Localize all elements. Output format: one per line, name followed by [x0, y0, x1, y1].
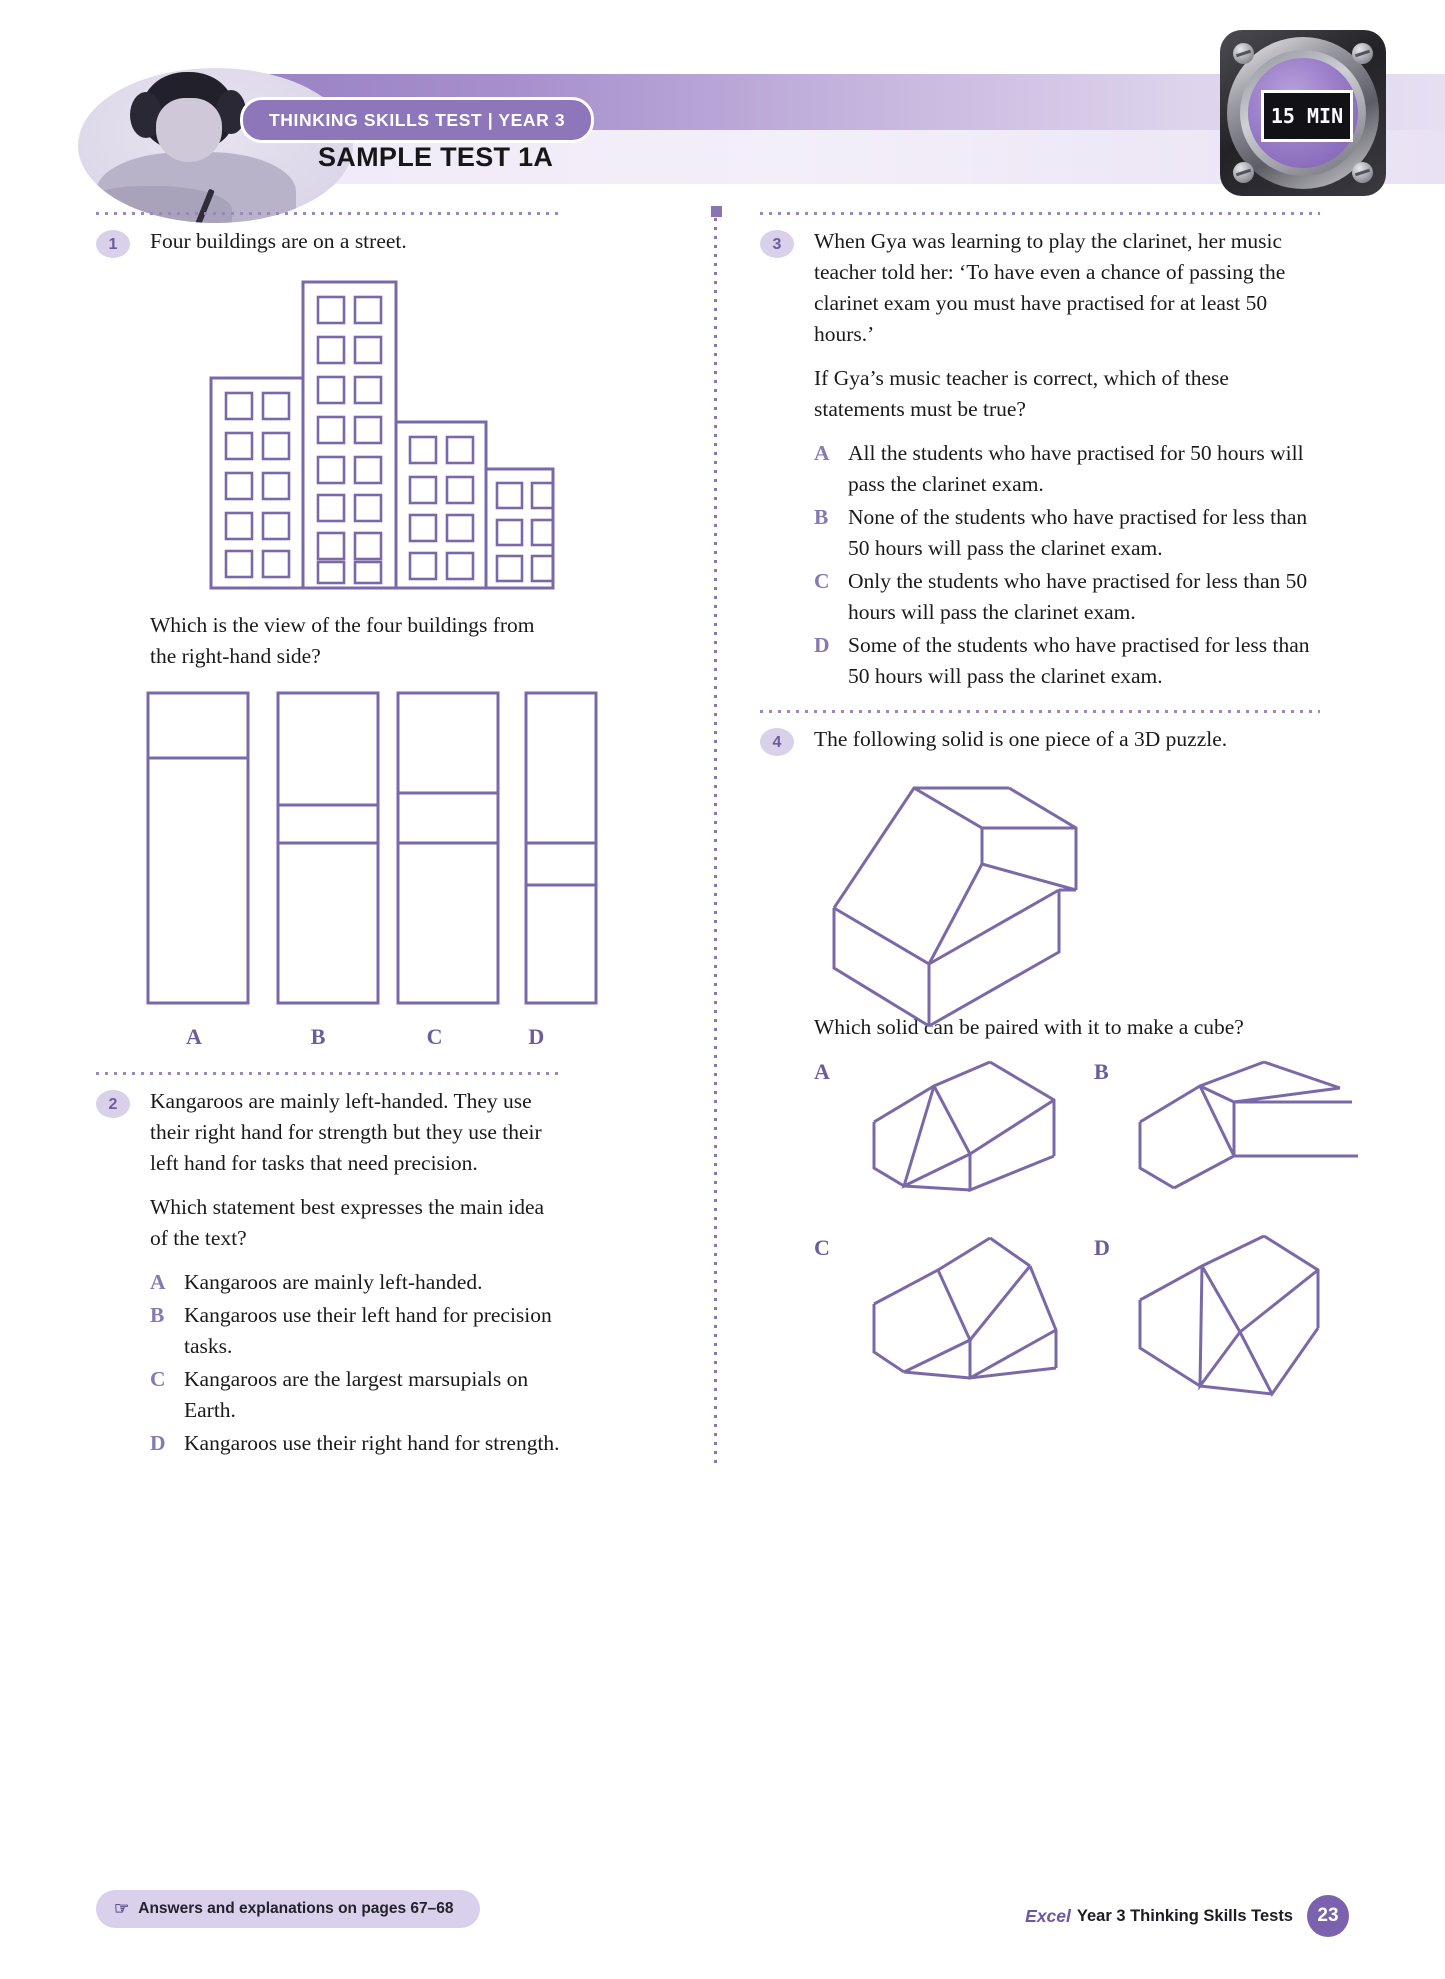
- choice-label-d: D: [1094, 1235, 1110, 1260]
- option-a[interactable]: [814, 438, 1320, 500]
- timer-badge: [1216, 26, 1390, 200]
- question-separator: [760, 212, 1320, 215]
- solid-choice-c[interactable]: [814, 1232, 1094, 1392]
- solid-choice-b[interactable]: [1094, 1056, 1374, 1216]
- answers-note-text: Answers and explanations on pages 67–68: [138, 1900, 454, 1917]
- page-number-badge: 23: [1307, 1895, 1349, 1937]
- question-separator: [96, 1072, 561, 1075]
- view-choice-labels: [128, 1017, 580, 1052]
- option-d[interactable]: [814, 630, 1320, 692]
- option-d[interactable]: [150, 1428, 561, 1459]
- option-letter: D: [814, 633, 830, 657]
- question-number-badge: 4: [760, 728, 794, 756]
- question-number-badge: 2: [96, 1090, 130, 1118]
- solid-choice-d[interactable]: [1094, 1232, 1374, 1392]
- choice-label-d: D: [528, 1024, 545, 1049]
- page-footer: [0, 1890, 1445, 1950]
- student-photo: [78, 68, 353, 223]
- choice-label-a: A: [186, 1024, 202, 1049]
- right-column: [760, 212, 1320, 1396]
- screw-icon: [1233, 162, 1254, 183]
- choice-label-b: B: [310, 1024, 326, 1049]
- question-1: [96, 226, 561, 1052]
- option-text: Kangaroos use their right hand for strength.: [184, 1431, 560, 1455]
- question-stem: Kangaroos are mainly left-handed. They use their right hand for strength but they use their left hand for tasks that need precision.: [150, 1089, 542, 1175]
- timer-lcd: [1261, 90, 1353, 142]
- question-2: [96, 1086, 561, 1459]
- option-letter: A: [814, 441, 830, 465]
- question-prompt: Which is the view of the four buildings from the right-hand side?: [150, 613, 535, 668]
- series-name: Year 3 Thinking Skills Tests: [1076, 1906, 1293, 1925]
- options-list: [814, 438, 1320, 692]
- timer-value: 15 MIN: [1270, 104, 1344, 128]
- option-text: None of the students who have practised for less than 50 hours will pass the clarinet exam.: [848, 505, 1308, 560]
- question-prompt: If Gya’s music teacher is correct, which of these statements must be true?: [814, 366, 1229, 421]
- question-separator: [96, 212, 561, 215]
- column-divider-marker: [711, 206, 722, 217]
- question-number-badge: 3: [760, 230, 794, 258]
- option-b[interactable]: [814, 502, 1320, 564]
- question-stem: When Gya was learning to play the clarinet, her music teacher told her: ‘To have even a chance of passing the clarinet exam you must have practised for at least 50 hours.’: [814, 229, 1286, 346]
- option-c[interactable]: [150, 1364, 561, 1426]
- view-choices-figure: [130, 685, 561, 1015]
- options-list: [150, 1267, 561, 1459]
- question-prompt: Which solid can be paired with it to make a cube?: [814, 1015, 1244, 1039]
- screw-icon: [1352, 162, 1373, 183]
- solid-choices: [814, 1056, 1374, 1392]
- option-letter: C: [150, 1367, 166, 1391]
- question-number-badge: 1: [96, 230, 130, 258]
- buildings-figure: [158, 270, 561, 600]
- page-title: SAMPLE TEST 1A: [318, 142, 554, 172]
- column-divider: [714, 218, 717, 1468]
- brand-name: Excel: [1025, 1905, 1071, 1926]
- question-prompt: Which statement best expresses the main idea of the text?: [150, 1195, 545, 1250]
- option-letter: C: [814, 569, 830, 593]
- left-column: [96, 212, 561, 1463]
- option-letter: A: [150, 1270, 166, 1294]
- option-c[interactable]: [814, 566, 1320, 628]
- option-letter: B: [814, 505, 829, 529]
- option-text: All the students who have practised for 50 hours will pass the clarinet exam.: [848, 441, 1304, 496]
- test-type-pill: [240, 97, 594, 143]
- puzzle-solid-figure: [814, 768, 1320, 998]
- option-text: Kangaroos are mainly left-handed.: [184, 1270, 483, 1294]
- screw-icon: [1352, 43, 1373, 64]
- option-letter: B: [150, 1303, 165, 1327]
- question-stem: Four buildings are on a street.: [150, 229, 407, 253]
- option-text: Kangaroos are the largest marsupials on Earth.: [184, 1367, 529, 1422]
- option-letter: D: [150, 1431, 166, 1455]
- choice-label-c: C: [814, 1235, 830, 1260]
- question-stem: The following solid is one piece of a 3D puzzle.: [814, 727, 1228, 751]
- screw-icon: [1233, 43, 1254, 64]
- choice-label-c: C: [426, 1024, 443, 1049]
- option-text: Only the students who have practised for less than 50 hours will pass the clarinet exam.: [848, 569, 1308, 624]
- choice-label-a: A: [814, 1059, 830, 1084]
- footer-brand: [1025, 1895, 1349, 1937]
- question-4: [760, 724, 1320, 1392]
- answers-note-pill: [96, 1890, 480, 1928]
- choice-label-b: B: [1094, 1059, 1109, 1084]
- pointing-hand-icon: ☞: [114, 1899, 130, 1918]
- option-b[interactable]: [150, 1300, 561, 1362]
- option-text: Kangaroos use their left hand for precision tasks.: [184, 1303, 552, 1358]
- question-3: [760, 226, 1320, 692]
- question-separator: [760, 710, 1320, 713]
- solid-choice-a[interactable]: [814, 1056, 1094, 1216]
- option-text: Some of the students who have practised for less than 50 hours will pass the clarinet exam.: [848, 633, 1310, 688]
- option-a[interactable]: [150, 1267, 561, 1298]
- test-type-label: THINKING SKILLS TEST | YEAR 3: [269, 109, 566, 130]
